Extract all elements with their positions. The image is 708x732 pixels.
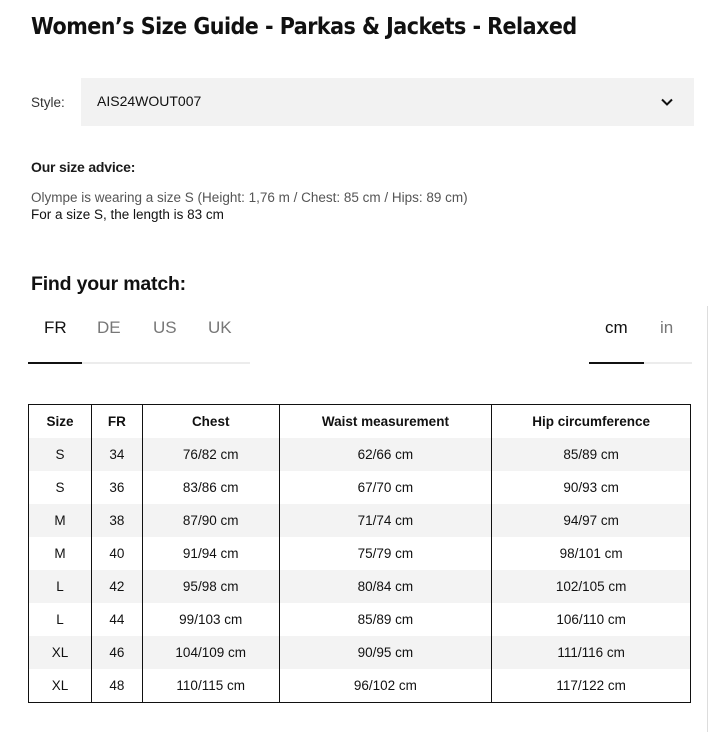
cell-size: XL [29, 669, 92, 703]
size-table [28, 404, 691, 703]
cell-size: XL [29, 636, 92, 669]
cell-fr: 36 [91, 471, 142, 504]
cell-size: S [29, 438, 92, 471]
tab-region-fr[interactable]: FR [44, 318, 67, 337]
column-header-size: Size [29, 405, 92, 439]
cell-hip: 106/110 cm [492, 603, 691, 636]
size-advice-model-info: Olympe is wearing a size S (Height: 1,76 m / Chest: 85 cm / Hips: 89 cm) [31, 190, 468, 205]
cell-chest: 76/82 cm [142, 438, 279, 471]
cell-waist: 96/102 cm [279, 669, 492, 703]
cell-chest: 83/86 cm [142, 471, 279, 504]
cell-chest: 99/103 cm [142, 603, 279, 636]
style-select[interactable] [81, 78, 694, 126]
cell-chest: 104/109 cm [142, 636, 279, 669]
table-row [29, 504, 691, 537]
cell-size: L [29, 603, 92, 636]
column-header-hip: Hip circumference [492, 405, 691, 439]
region-tab-active-indicator [28, 362, 82, 364]
cell-waist: 90/95 cm [279, 636, 492, 669]
table-row [29, 471, 691, 504]
cell-hip: 94/97 cm [492, 504, 691, 537]
tab-unit-in[interactable]: in [660, 318, 674, 337]
cell-hip: 98/101 cm [492, 537, 691, 570]
tab-region-us[interactable]: US [153, 318, 177, 337]
cell-size: M [29, 537, 92, 570]
cell-chest: 91/94 cm [142, 537, 279, 570]
cell-waist: 85/89 cm [279, 603, 492, 636]
cell-waist: 80/84 cm [279, 570, 492, 603]
unit-tab-active-indicator [589, 362, 644, 364]
cell-fr: 34 [91, 438, 142, 471]
page-title: Women’s Size Guide - Parkas & Jackets - Relaxed [31, 14, 577, 40]
cell-waist: 67/70 cm [279, 471, 492, 504]
cell-chest: 95/98 cm [142, 570, 279, 603]
cell-fr: 42 [91, 570, 142, 603]
tab-region-uk[interactable]: UK [208, 318, 232, 337]
size-advice-heading: Our size advice: [31, 159, 136, 175]
cell-waist: 75/79 cm [279, 537, 492, 570]
cell-waist: 62/66 cm [279, 438, 492, 471]
cell-chest: 87/90 cm [142, 504, 279, 537]
table-row [29, 570, 691, 603]
cell-hip: 90/93 cm [492, 471, 691, 504]
cell-hip: 117/122 cm [492, 669, 691, 703]
cell-fr: 38 [91, 504, 142, 537]
chevron-down-icon [660, 95, 674, 109]
tab-unit-cm[interactable]: cm [605, 318, 628, 337]
table-row [29, 438, 691, 471]
cell-chest: 110/115 cm [142, 669, 279, 703]
find-match-heading: Find your match: [31, 273, 186, 295]
tab-region-de[interactable]: DE [97, 318, 121, 337]
cell-size: L [29, 570, 92, 603]
cell-fr: 48 [91, 669, 142, 703]
column-header-chest: Chest [142, 405, 279, 439]
table-header-row [29, 405, 691, 439]
style-select-value: AIS24WOUT007 [97, 93, 202, 109]
cell-hip: 102/105 cm [492, 570, 691, 603]
cell-hip: 111/116 cm [492, 636, 691, 669]
cell-hip: 85/89 cm [492, 438, 691, 471]
cell-fr: 40 [91, 537, 142, 570]
column-header-fr: FR [91, 405, 142, 439]
column-header-waist: Waist measurement [279, 405, 492, 439]
cell-fr: 44 [91, 603, 142, 636]
cell-size: M [29, 504, 92, 537]
cell-size: S [29, 471, 92, 504]
table-row [29, 603, 691, 636]
style-label: Style: [31, 95, 65, 110]
table-row [29, 537, 691, 570]
table-row [29, 669, 691, 703]
cell-fr: 46 [91, 636, 142, 669]
cell-waist: 71/74 cm [279, 504, 492, 537]
table-row [29, 636, 691, 669]
size-advice-length-info: For a size S, the length is 83 cm [31, 207, 224, 222]
